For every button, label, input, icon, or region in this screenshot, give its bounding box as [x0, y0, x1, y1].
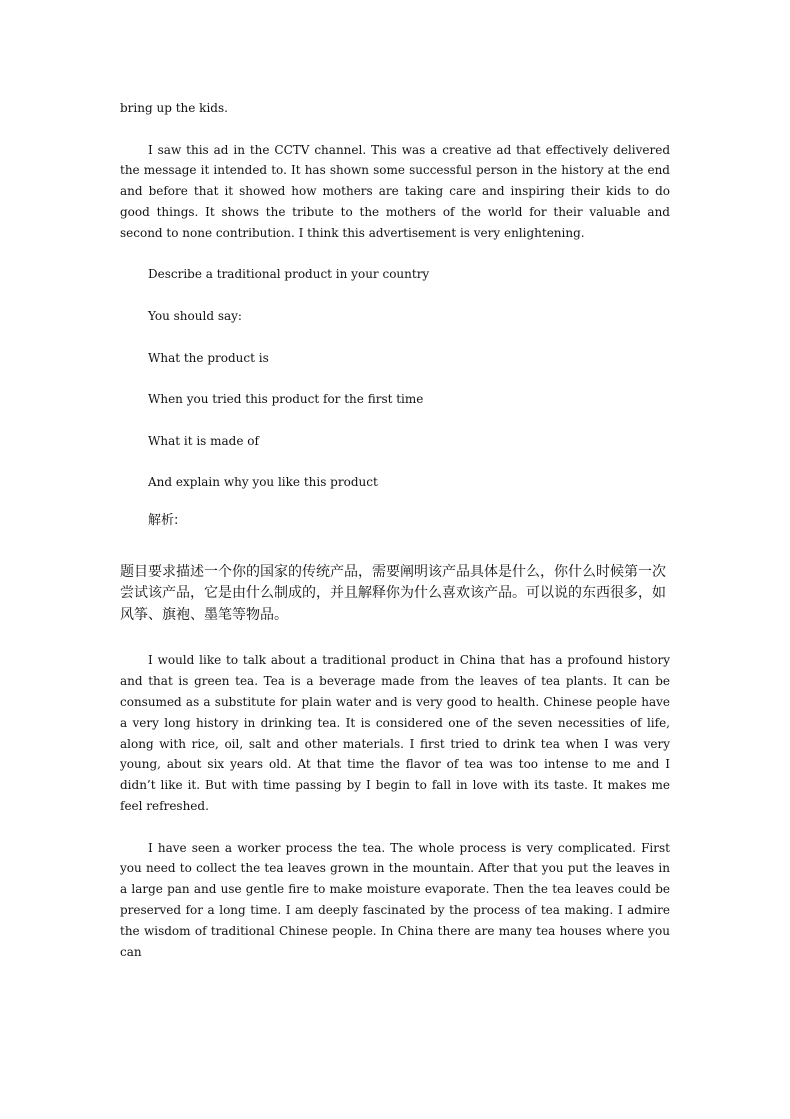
document-page [120, 98, 670, 962]
question-point-1: What the product is [148, 350, 269, 365]
answer-paragraph-1: I would like to talk about a traditional product in China that has a profound history and that is green tea. Tea is a beverage made from the leaves of tea plants. It can be consumed as a substitute for plain water and is very good to health. Chinese people have a very long history in drinking tea. It is considered one of the seven necessities of life, along with rice, oil, salt and other materials. I first tried to drink tea when I was very young, about six years old. At that time the flavor of tea was too intense to me and I didn’t like it. But with time passing by I begin to fall in love with its taste. It makes me feel refreshed. [120, 653, 670, 814]
question-point-4: And explain why you like this product [148, 475, 378, 490]
question-point-2: When you tried this product for the first time [148, 392, 424, 407]
question-point-3: What it is made of [148, 433, 259, 448]
analysis-label: 解析: [148, 513, 179, 529]
question-title: Describe a traditional product in your country [148, 267, 430, 282]
analysis-text: 题目要求描述一个你的国家的传统产品，需要阐明该产品具体是什么，你什么时候第一次尝试该产品，它是由什么制成的，并且解释你为什么喜欢该产品。可以说的东西很多，如风筝、旗袍、墨笔等物品。 [120, 563, 666, 623]
question-you-should-say: You should say: [148, 308, 242, 323]
paragraph-cctv-ad: I saw this ad in the CCTV channel. This was a creative ad that effectively delivered the message it intended to. It has shown some successful person in the history at the end and before that it showed how mothers are taking care and inspiring their kids to do good things. It shows the tribute to the mothers of the world for their valuable and second to none contribution. I think this advertisement is very enlightening. [120, 142, 670, 240]
answer-paragraph-2: I have seen a worker process the tea. The whole process is very complicated. First you need to collect the tea leaves grown in the mountain. After that you put the leaves in a large pan and use gentle fire to make moisture evaporate. Then the tea leaves could be preserved for a long time. I am deeply fascinated by the process of tea making. I admire the wisdom of traditional Chinese people. In China there are many tea houses where you can [120, 840, 670, 959]
paragraph-continuation: bring up the kids. [120, 101, 228, 115]
